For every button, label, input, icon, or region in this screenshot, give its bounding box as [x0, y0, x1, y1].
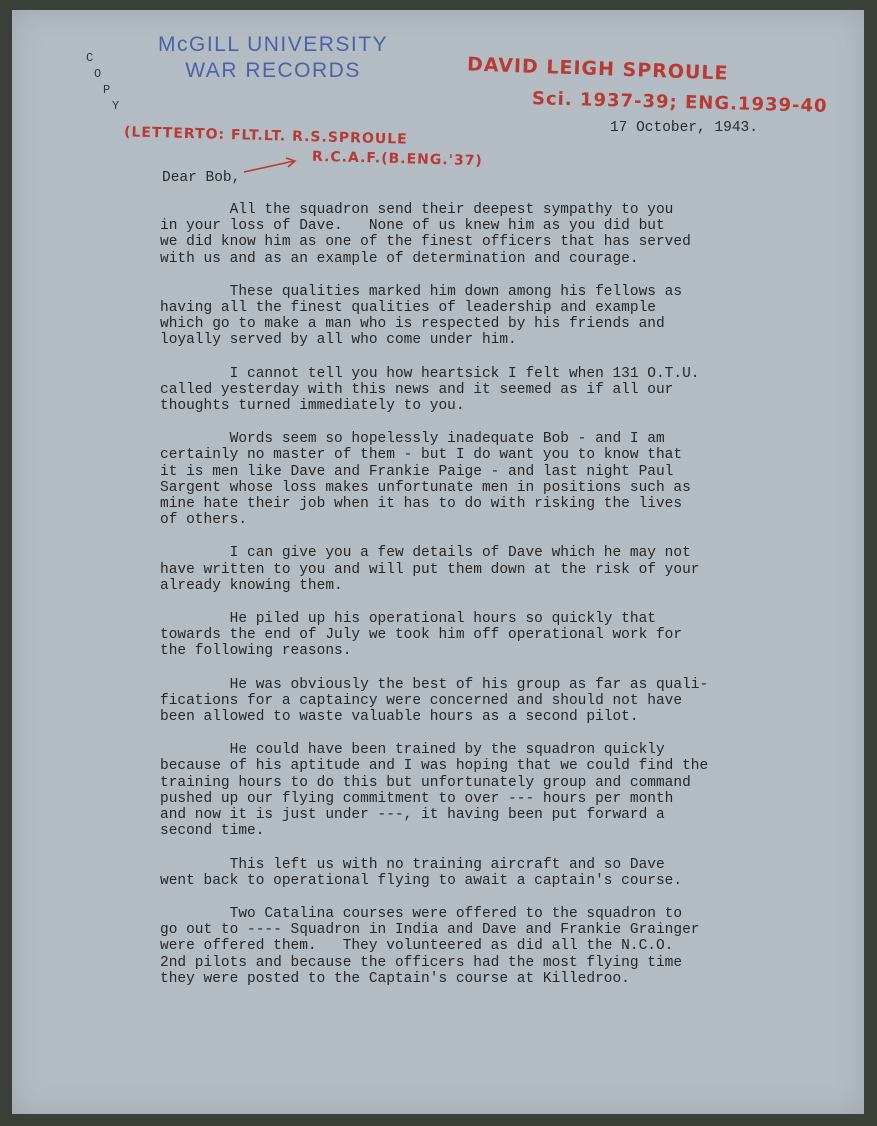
body-line: pushed up our flying commitment to over --- hours per month [160, 790, 674, 807]
handwritten-years: Sci. 1937-39; ENG.1939-40 [531, 88, 828, 117]
copy-letter-y: Y [112, 99, 120, 113]
handwritten-arrow-icon [242, 156, 302, 174]
body-line: He could have been trained by the squadron quickly [160, 742, 665, 759]
salutation: Dear Bob, [162, 170, 241, 186]
copy-letter-c: C [86, 51, 94, 65]
body-line: because of his aptitude and I was hoping that we could find the [160, 758, 709, 775]
body-line: go out to ---- Squadron in India and Dave and Frankie Grainger [160, 922, 700, 939]
body-line: second time. [160, 823, 265, 840]
handwritten-rcaf: R.C.A.F.(B.ENG.'37) [311, 148, 484, 170]
paragraph-8 [160, 742, 860, 839]
body-line: the following reasons. [160, 643, 352, 660]
body-line: mine hate their job when it has to do with risking the lives [160, 496, 683, 513]
letterhead-stamp [158, 32, 388, 84]
body-line: in your loss of Dave. None of us knew him as you did but [160, 218, 665, 235]
body-line: Sargent whose loss makes unfortunate men in positions such as [160, 479, 691, 496]
copy-letter-p: P [103, 83, 111, 97]
body-line: 2nd pilots and because the officers had the most flying time [160, 954, 683, 971]
handwritten-name: DAVID LEIGH SPROULE [466, 53, 729, 85]
body-line: This left us with no training aircraft and so Dave [160, 856, 665, 873]
paragraph-5 [160, 545, 860, 594]
body-line: He was obviously the best of his group as far as quali- [160, 676, 709, 693]
body-line: we did know him as one of the finest officers that has served [160, 234, 691, 251]
body-line: they were posted to the Captain's course at Killedroo. [160, 970, 630, 987]
paragraph-10 [160, 906, 860, 987]
body-line: He piled up his operational hours so quickly that [160, 611, 656, 628]
body-line: loyally served by all who come under him. [160, 332, 517, 349]
paragraph-7 [160, 677, 860, 726]
copy-letter-o: O [94, 67, 102, 81]
body-line: towards the end of July we took him off operational work for [160, 627, 683, 644]
body-line: were offered them. They volunteered as did all the N.C.O. [160, 938, 674, 955]
body-line: thoughts turned immediately to you. [160, 398, 465, 415]
body-line: training hours to do this but unfortunately group and command [160, 774, 691, 791]
body-line: These qualities marked him down among his fellows as [160, 283, 683, 300]
body-line: called yesterday with this news and it seemed as if all our [160, 381, 674, 398]
letterhead-line-2: WAR RECORDS [185, 59, 361, 82]
body-line: have written to you and will put them down at the risk of your [160, 561, 700, 578]
body-line: of others. [160, 512, 248, 529]
letter-date: 17 October, 1943. [610, 120, 758, 136]
body-line: which go to make a man who is respected by his friends and [160, 316, 665, 333]
letter-body [160, 202, 860, 1004]
paragraph-4 [160, 431, 860, 528]
letterhead-line-1: McGILL UNIVERSITY [158, 33, 389, 56]
paragraph-9 [160, 857, 860, 889]
body-line: Two Catalina courses were offered to the squadron to [160, 905, 683, 922]
body-line: All the squadron send their deepest sympathy to you [160, 202, 674, 218]
body-line: it is men like Dave and Frankie Paige - and last night Paul [160, 463, 674, 480]
body-line: been allowed to waste valuable hours as a second pilot. [160, 709, 639, 726]
body-line: already knowing them. [160, 577, 343, 594]
body-line: Words seem so hopelessly inadequate Bob - and I am [160, 431, 665, 448]
paragraph-3 [160, 366, 860, 415]
body-line: I can give you a few details of Dave which he may not [160, 545, 691, 562]
paragraph-2 [160, 284, 860, 349]
body-line: having all the finest qualities of leadership and example [160, 300, 656, 317]
handwritten-recipient: (LETTERTO: FLT.LT. R.S.SPROULE [123, 124, 408, 148]
body-line: certainly no master of them - but I do want you to know that [160, 447, 683, 464]
body-line: and now it is just under ---, it having been put forward a [160, 807, 665, 824]
letter-page [12, 10, 864, 1114]
paragraph-1 [160, 202, 860, 267]
body-line: with us and as an example of determination and courage. [160, 250, 639, 267]
body-line: I cannot tell you how heartsick I felt when 131 O.T.U. [160, 365, 700, 382]
body-line: went back to operational flying to await a captain's course. [160, 872, 683, 889]
body-line: fications for a captaincy were concerned and should not have [160, 692, 683, 709]
paragraph-6 [160, 611, 860, 660]
